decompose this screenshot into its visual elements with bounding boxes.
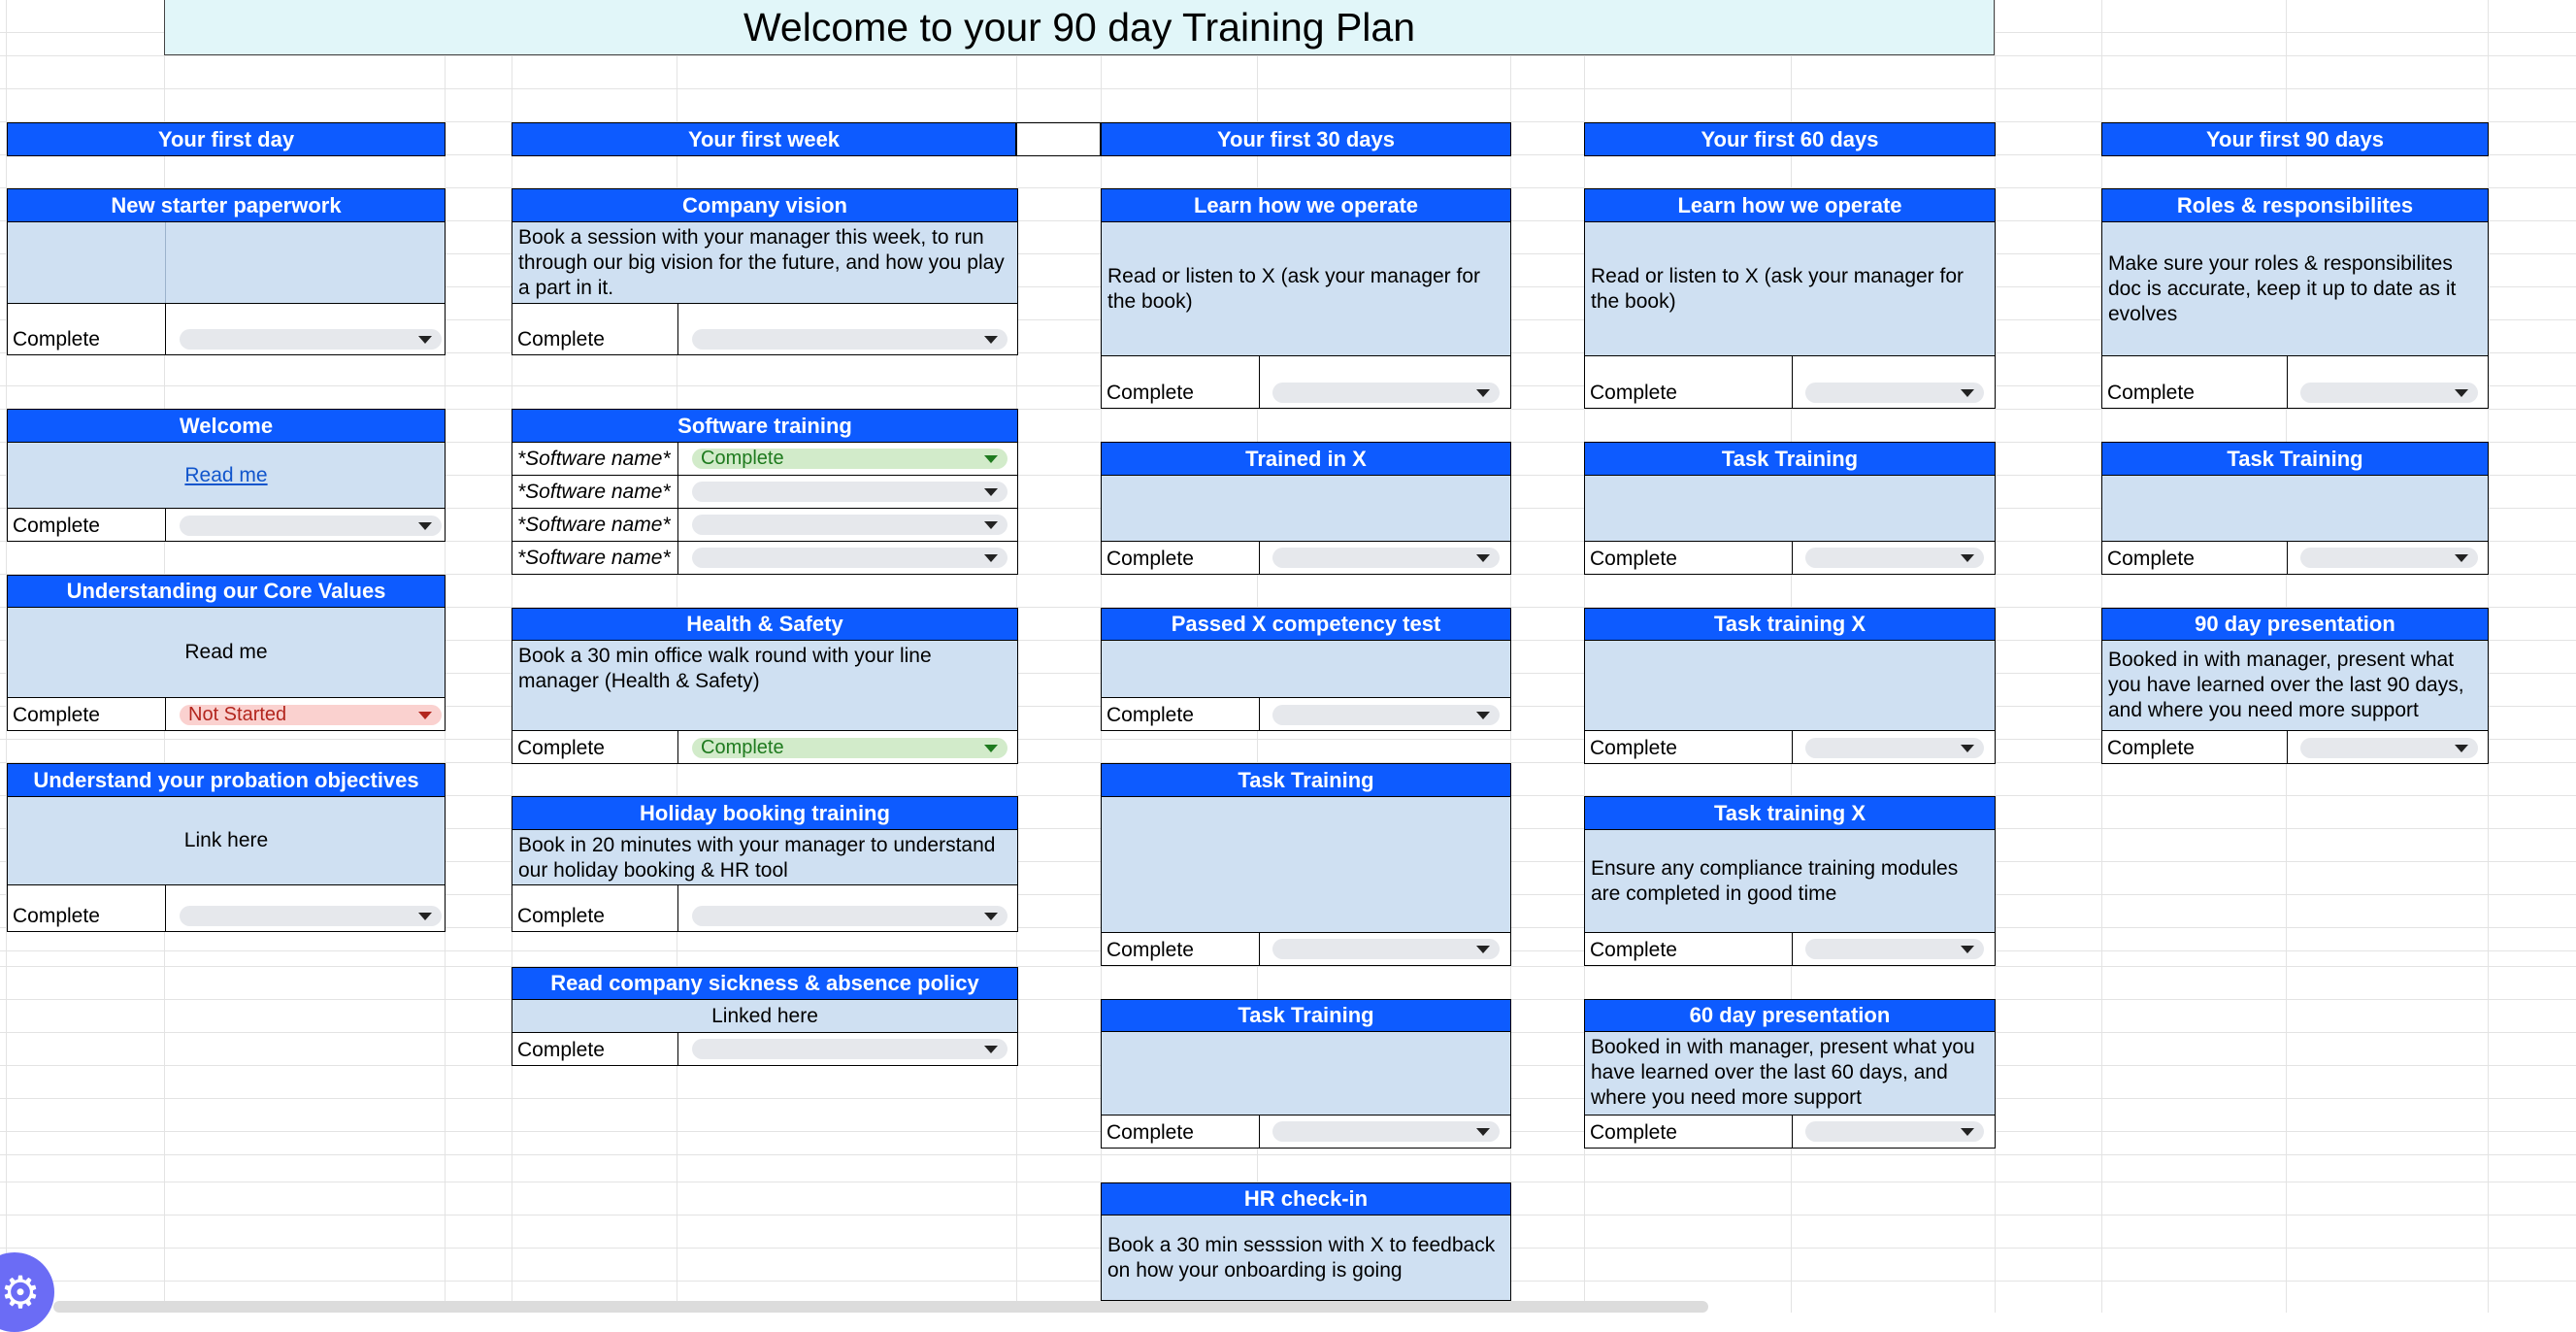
card-title-sickness-policy: Read company sickness & absence policy — [512, 967, 1018, 1000]
status-dropdown[interactable] — [180, 516, 442, 536]
status-row-presentation-60 — [1584, 1116, 1996, 1149]
card-text: Read or listen to X (ask your manager for the book) — [1107, 264, 1481, 313]
row-label: Complete — [1106, 939, 1194, 961]
dropdown-arrow-icon — [984, 913, 998, 920]
status-row-trained-x — [1101, 542, 1511, 575]
dropdown-arrow-icon — [1961, 745, 1974, 752]
dropdown-arrow-icon — [418, 712, 432, 719]
status-dropdown[interactable] — [1272, 548, 1500, 568]
card-text: Link here — [183, 829, 269, 851]
dropdown-arrow-icon — [1476, 946, 1490, 953]
status-dropdown[interactable] — [1805, 738, 1984, 758]
status-row-probation — [7, 885, 446, 932]
row-label: Complete — [1106, 704, 1194, 726]
status-row-roles — [2101, 356, 2489, 409]
status-row-welcome — [7, 509, 446, 542]
status-dropdown[interactable] — [1272, 939, 1500, 959]
card-title-task-training-30-2: Task Training — [1101, 999, 1511, 1032]
card-title-task-training-x-1: Task training X — [1584, 608, 1996, 641]
dropdown-arrow-icon — [1961, 946, 1974, 953]
card-text: Read me — [184, 641, 268, 663]
row-label: Complete — [517, 905, 605, 927]
software-name: *Software name* — [517, 513, 671, 536]
card-text: Book a 30 min office walk round with your line manager (Health & Safety) — [518, 645, 932, 692]
status-dropdown[interactable] — [1272, 1121, 1500, 1142]
horizontal-scrollbar[interactable] — [53, 1301, 1708, 1313]
status-row-sickness-policy — [512, 1033, 1018, 1066]
card-title-presentation-60: 60 day presentation — [1584, 999, 1996, 1032]
status-dropdown[interactable] — [1805, 383, 1984, 403]
row-label: Complete — [517, 1039, 605, 1061]
row-label: Complete — [1106, 1121, 1194, 1144]
status-dropdown[interactable] — [692, 449, 1007, 469]
gear-icon: ⚙ — [0, 1267, 41, 1317]
card-title-task-training-90: Task Training — [2101, 442, 2489, 476]
card-body-task-training-60 — [1584, 476, 1996, 542]
status-dropdown[interactable] — [692, 548, 1007, 568]
card-body-hr-checkin — [1101, 1215, 1511, 1301]
card-body-operate-60 — [1584, 222, 1996, 356]
card-body-roles — [2101, 222, 2489, 356]
card-text: Linked here — [711, 1004, 818, 1027]
card-body-presentation-60 — [1584, 1032, 1996, 1116]
card-title-core-values: Understanding our Core Values — [7, 575, 446, 608]
card-title-software-training: Software training — [512, 409, 1018, 443]
card-text: Read or listen to X (ask your manager for the book) — [1591, 264, 1965, 313]
status-dropdown[interactable] — [2300, 548, 2478, 568]
card-body-core-values — [7, 608, 446, 698]
status-row-operate-60 — [1584, 356, 1996, 409]
card-body-task-training-90 — [2101, 476, 2489, 542]
status-row-paperwork — [7, 304, 446, 355]
card-text: Booked in with manager, present what you have learned over the last 60 days, and where you need more support — [1591, 1036, 1975, 1109]
status-dropdown[interactable] — [2300, 383, 2478, 403]
status-dropdown[interactable] — [180, 329, 442, 350]
card-text: Book in 20 minutes with your manager to understand our holiday booking & HR tool — [518, 834, 996, 882]
row-label: Complete — [517, 328, 605, 350]
status-dropdown[interactable] — [1272, 383, 1500, 403]
status-row-task-training-30-2 — [1101, 1116, 1511, 1149]
card-title-competency: Passed X competency test — [1101, 608, 1511, 641]
dropdown-arrow-icon — [1476, 1128, 1490, 1136]
card-title-task-training-60: Task Training — [1584, 442, 1996, 476]
status-row-company-vision — [512, 304, 1018, 355]
status-dropdown[interactable] — [2300, 738, 2478, 758]
dropdown-arrow-icon — [984, 554, 998, 562]
card-text: Make sure your roles & responsibilites doc is accurate, keep it up to date as it evolves — [2108, 251, 2457, 325]
status-dropdown[interactable] — [1272, 705, 1500, 725]
row-label: Complete — [13, 905, 100, 927]
row-label: Complete — [1590, 548, 1677, 570]
dropdown-arrow-icon — [984, 745, 998, 752]
dropdown-arrow-icon — [984, 521, 998, 529]
software-row-2 — [512, 476, 1018, 509]
card-title-probation: Understand your probation objectives — [7, 763, 446, 797]
status-row-presentation-90 — [2101, 731, 2489, 764]
card-title-presentation-90: 90 day presentation — [2101, 608, 2489, 641]
column-header-first-day: Your first day — [7, 122, 446, 156]
row-label: Complete — [2107, 382, 2195, 404]
card-body-task-training-30-1 — [1101, 797, 1511, 933]
status-dropdown[interactable] — [1805, 548, 1984, 568]
card-text: Book a 30 min sesssion with X to feedback on how your onboarding is going — [1107, 1233, 1496, 1282]
card-title-hr-checkin: HR check-in — [1101, 1182, 1511, 1215]
row-label: Complete — [13, 328, 100, 350]
status-dropdown[interactable] — [180, 906, 442, 926]
card-title-paperwork: New starter paperwork — [7, 188, 446, 222]
status-dropdown[interactable] — [692, 906, 1007, 926]
row-label: Complete — [2107, 548, 2195, 570]
dropdown-arrow-icon — [418, 913, 432, 920]
column-header-first-90: Your first 90 days — [2101, 122, 2489, 156]
dropdown-arrow-icon — [984, 455, 998, 463]
card-body-holiday-booking — [512, 830, 1018, 885]
row-label: Complete — [1106, 548, 1194, 570]
row-label: Complete — [1590, 737, 1677, 759]
card-title-task-training-x-2: Task training X — [1584, 796, 1996, 830]
status-row-operate-30 — [1101, 356, 1511, 409]
card-title-holiday-booking: Holiday booking training — [512, 796, 1018, 830]
status-dropdown[interactable] — [692, 738, 1007, 758]
dropdown-arrow-icon — [1476, 389, 1490, 397]
card-title-company-vision: Company vision — [512, 188, 1018, 222]
empty-cell[interactable] — [1016, 122, 1101, 156]
row-label: Complete — [1590, 939, 1677, 961]
status-dropdown[interactable] — [692, 515, 1007, 535]
dropdown-arrow-icon — [1961, 389, 1974, 397]
row-label: Complete — [1106, 382, 1194, 404]
status-value: Not Started — [188, 704, 287, 725]
card-text: Book a session with your manager this week, to run through our big vision for the future, and how you play a part in it. — [518, 226, 1005, 299]
card-body-task-training-x-2 — [1584, 830, 1996, 933]
software-name: *Software name* — [517, 447, 671, 470]
row-label: Complete — [2107, 737, 2195, 759]
status-row-task-training-x-1 — [1584, 731, 1996, 764]
status-value: Complete — [701, 448, 784, 469]
row-label: Complete — [517, 737, 605, 759]
card-body-trained-x — [1101, 476, 1511, 542]
card-title-health-safety: Health & Safety — [512, 608, 1018, 641]
card-body-company-vision — [512, 222, 1018, 304]
status-row-task-training-60 — [1584, 542, 1996, 575]
status-dropdown[interactable] — [692, 329, 1007, 350]
dropdown-arrow-icon — [1476, 554, 1490, 562]
status-value: Complete — [701, 737, 784, 758]
card-body-presentation-90 — [2101, 641, 2489, 731]
status-dropdown[interactable] — [692, 482, 1007, 502]
status-dropdown[interactable] — [692, 1039, 1007, 1059]
software-name: *Software name* — [517, 480, 671, 503]
status-row-task-training-90 — [2101, 542, 2489, 575]
card-title-operate-60: Learn how we operate — [1584, 188, 1996, 222]
dropdown-arrow-icon — [984, 488, 998, 496]
column-header-first-week: Your first week — [512, 122, 1016, 156]
dropdown-arrow-icon — [984, 336, 998, 344]
dropdown-arrow-icon — [2455, 389, 2468, 397]
row-label: Complete — [1590, 382, 1677, 404]
software-name: *Software name* — [517, 546, 671, 569]
column-header-first-60: Your first 60 days — [1584, 122, 1996, 156]
dropdown-arrow-icon — [2455, 745, 2468, 752]
status-row-core-values — [7, 698, 446, 731]
page-title: Welcome to your 90 day Training Plan — [164, 0, 1995, 55]
software-row-1 — [512, 443, 1018, 476]
card-body-competency — [1101, 641, 1511, 698]
card-title-task-training-30-1: Task Training — [1101, 763, 1511, 797]
status-row-task-training-x-2 — [1584, 933, 1996, 966]
card-body-probation — [7, 797, 446, 885]
status-row-holiday-booking — [512, 885, 1018, 932]
status-dropdown[interactable] — [1805, 1121, 1984, 1142]
status-dropdown[interactable] — [180, 705, 442, 725]
card-body-operate-30 — [1101, 222, 1511, 356]
dropdown-arrow-icon — [2455, 554, 2468, 562]
read-me-link[interactable]: Read me — [184, 463, 268, 486]
card-body-task-training-x-1 — [1584, 641, 1996, 731]
dropdown-arrow-icon — [984, 1046, 998, 1053]
status-dropdown[interactable] — [1805, 939, 1984, 959]
card-title-trained-x: Trained in X — [1101, 442, 1511, 476]
card-body-sickness-policy — [512, 1000, 1018, 1033]
column-header-first-30: Your first 30 days — [1101, 122, 1511, 156]
status-row-health-safety — [512, 731, 1018, 764]
dropdown-arrow-icon — [418, 336, 432, 344]
status-row-competency — [1101, 698, 1511, 731]
status-row-task-training-30-1 — [1101, 933, 1511, 966]
card-title-roles: Roles & responsibilites — [2101, 188, 2489, 222]
row-label: Complete — [13, 515, 100, 537]
card-title-operate-30: Learn how we operate — [1101, 188, 1511, 222]
card-text: Booked in with manager, present what you have learned over the last 90 days, and where you need more support — [2108, 649, 2464, 721]
row-label: Complete — [1590, 1121, 1677, 1144]
dropdown-arrow-icon — [418, 522, 432, 530]
dropdown-arrow-icon — [1961, 1128, 1974, 1136]
software-row-4 — [512, 542, 1018, 575]
card-body-health-safety — [512, 641, 1018, 731]
card-body-task-training-30-2 — [1101, 1032, 1511, 1116]
card-text: Ensure any compliance training modules are completed in good time — [1591, 856, 1959, 905]
software-row-3 — [512, 509, 1018, 542]
card-title-welcome: Welcome — [7, 409, 446, 443]
card-body-welcome — [7, 443, 446, 509]
dropdown-arrow-icon — [1961, 554, 1974, 562]
card-body-paperwork[interactable] — [7, 222, 446, 304]
dropdown-arrow-icon — [1476, 712, 1490, 719]
row-label: Complete — [13, 704, 100, 726]
